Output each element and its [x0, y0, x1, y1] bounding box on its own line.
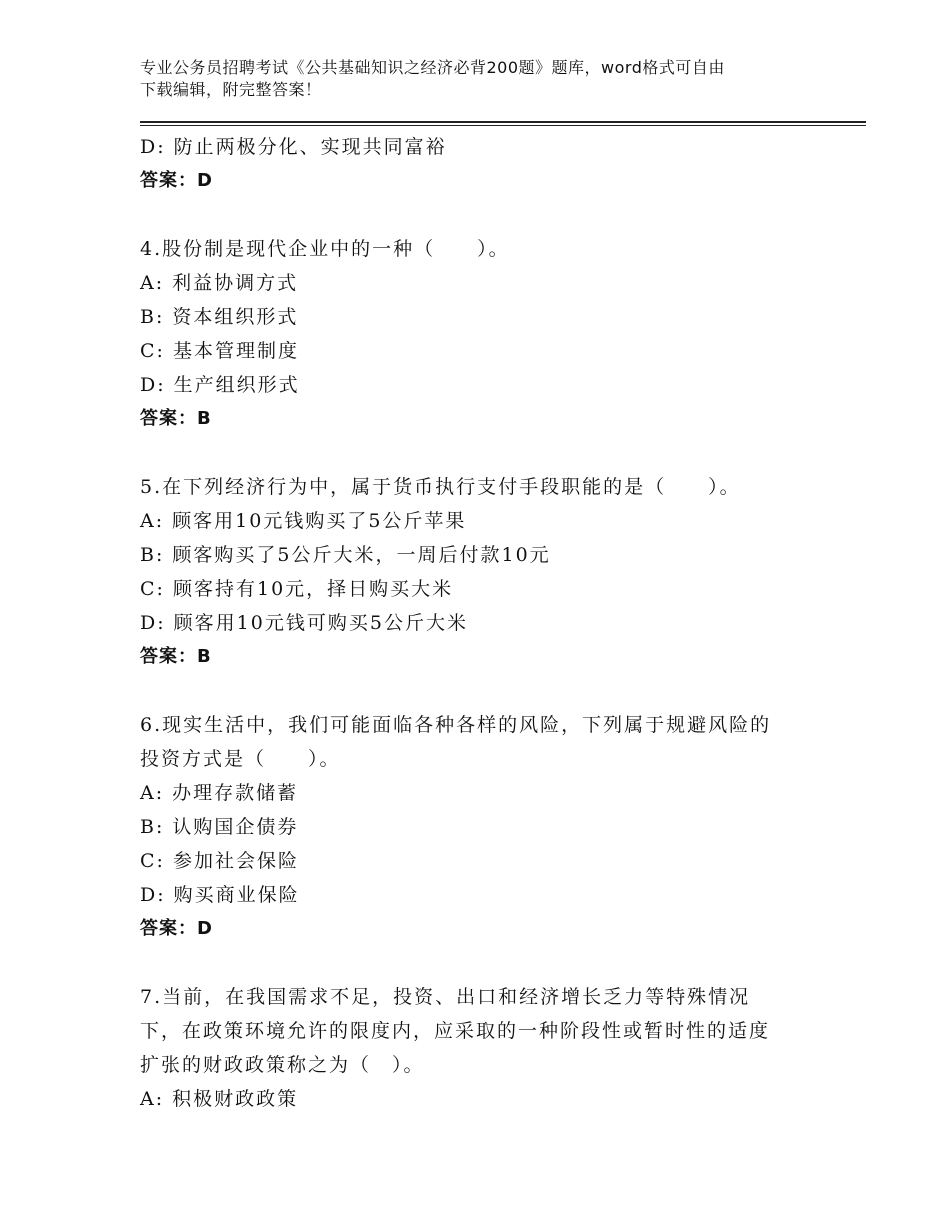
answer: 答案：B	[140, 408, 212, 429]
answer: 答案：B	[140, 646, 212, 667]
question-text-line-1: 6.现实生活中，我们可能面临各种各样的风险，下列属于规避风险的	[140, 714, 772, 736]
page-header	[140, 57, 820, 101]
answer: 答案：D	[140, 918, 213, 939]
spacer	[140, 674, 820, 708]
option-c: C: 顾客持有10元，择日购买大米	[140, 578, 454, 600]
header-rule-thick	[140, 121, 866, 123]
question-list	[140, 130, 820, 1116]
question-text: 5.在下列经济行为中，属于货币执行支付手段职能的是（ ）。	[140, 476, 741, 498]
option-b: B: 认购国企债券	[140, 816, 299, 838]
spacer	[140, 946, 820, 980]
question-text: 4.股份制是现代企业中的一种（ ）。	[140, 238, 510, 260]
question-text-line-3: 扩张的财政政策称之为（ ）。	[140, 1054, 425, 1076]
question-text-line-2: 投资方式是（ ）。	[140, 748, 341, 770]
question-text-line-2: 下，在政策环境允许的限度内，应采取的一种阶段性或暂时性的适度	[140, 1020, 771, 1042]
spacer	[140, 198, 820, 232]
option-a: A: 积极财政政策	[140, 1088, 299, 1110]
option-c: C: 参加社会保险	[140, 850, 299, 872]
option-c: C: 基本管理制度	[140, 340, 299, 362]
option-a: A: 办理存款储蓄	[140, 782, 299, 804]
header-line-2: 下载编辑，附完整答案！	[140, 80, 322, 99]
option-d: D: 生产组织形式	[140, 374, 300, 396]
question-7	[140, 980, 820, 1116]
header-rule-thin	[140, 125, 866, 126]
option-d: D: 购买商业保险	[140, 884, 300, 906]
option-a: A: 利益协调方式	[140, 272, 299, 294]
option-d: D: 防止两极分化、实现共同富裕	[140, 136, 447, 158]
option-d: D: 顾客用10元钱可购买5公斤大米	[140, 612, 468, 634]
spacer	[140, 436, 820, 470]
option-a: A: 顾客用10元钱购买了5公斤苹果	[140, 510, 467, 532]
question-4	[140, 232, 820, 436]
answer: 答案：D	[140, 170, 213, 191]
question-text-line-1: 7.当前，在我国需求不足，投资、出口和经济增长乏力等特殊情况	[140, 986, 751, 1008]
option-b: B: 顾客购买了5公斤大米，一周后付款10元	[140, 544, 551, 566]
question-5	[140, 470, 820, 674]
option-b: B: 资本组织形式	[140, 306, 299, 328]
header-line-1: 专业公务员招聘考试《公共基础知识之经济必背200题》题库，word格式可自由	[140, 58, 725, 77]
question-3	[140, 130, 820, 198]
question-6	[140, 708, 820, 946]
